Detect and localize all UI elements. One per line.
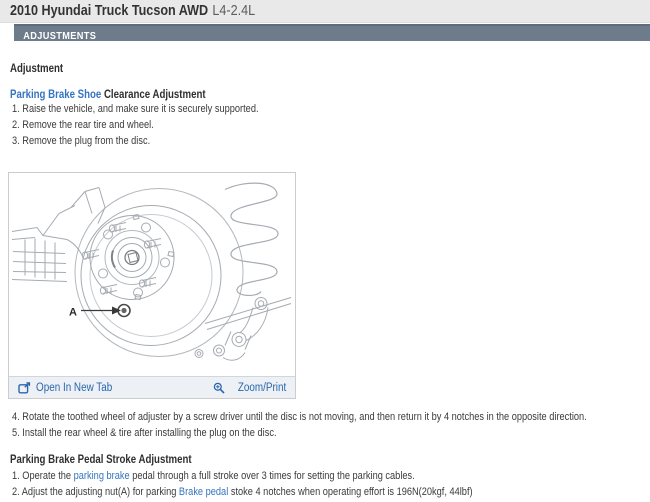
pedal-step-2 <box>12 485 473 500</box>
vehicle-engine-subtitle: L4-2.4L <box>212 2 256 19</box>
pedal-step-2-pre: 2. Adjust the adjusting nut(A) for parking <box>12 486 179 498</box>
vehicle-title: 2010 Hyundai Truck Tucson AWD <box>10 2 209 19</box>
section-header-bar <box>14 24 650 41</box>
zoom-magnifier-icon <box>213 382 225 394</box>
zoom-print-link[interactable] <box>213 382 286 394</box>
shoe-step-5: 5. Install the rear wheel & tire after installing the plug on the disc. <box>12 427 277 439</box>
open-in-new-tab-icon <box>18 382 31 394</box>
pedal-step-1 <box>12 469 415 484</box>
figure-panel <box>8 172 296 399</box>
shoe-step-4: 4. Rotate the toothed wheel of adjuster by a screw driver until the disc is not moving, and then return it by 4 notches in the opposite direction. <box>12 411 587 423</box>
pedal-step-1-post: pedal through a full stroke over 3 times for setting the parking cables. <box>129 470 415 482</box>
figure-label-a: A <box>69 306 77 319</box>
figure-toolbar <box>9 376 295 398</box>
brake-disc-diagram <box>9 173 295 376</box>
zoom-print-label: Zoom/Print <box>237 381 286 394</box>
shoe-step-2: 2. Remove the rear tire and wheel. <box>12 119 154 131</box>
open-in-new-tab-link[interactable] <box>18 382 125 394</box>
plug-callout <box>69 305 130 319</box>
parking-brake-shoe-link[interactable]: Parking Brake Shoe <box>10 89 102 101</box>
pedal-step-2-post: stoke 4 notches when operating effort is 196N(20kgf, 44lbf) <box>228 486 473 498</box>
page-title <box>10 3 255 19</box>
section-header-label: ADJUSTMENTS <box>23 31 97 42</box>
brake-pedal-link[interactable]: Brake pedal <box>178 486 229 498</box>
parking-brake-link[interactable]: parking brake <box>73 470 130 482</box>
shoe-clearance-heading <box>10 88 206 103</box>
shoe-step-1: 1. Raise the vehicle, and make sure it is securely supported. <box>12 103 259 115</box>
brake-disc-drawing <box>9 173 295 376</box>
adjustment-heading: Adjustment <box>10 63 64 75</box>
open-in-new-tab-label: Open In New Tab <box>36 381 113 394</box>
shoe-step-3: 3. Remove the plug from the disc. <box>12 135 151 147</box>
pedal-stroke-heading: Parking Brake Pedal Stroke Adjustment <box>10 454 192 466</box>
shoe-heading-rest: Clearance Adjustment <box>101 89 206 101</box>
pedal-step-1-pre: 1. Operate the <box>12 470 74 482</box>
